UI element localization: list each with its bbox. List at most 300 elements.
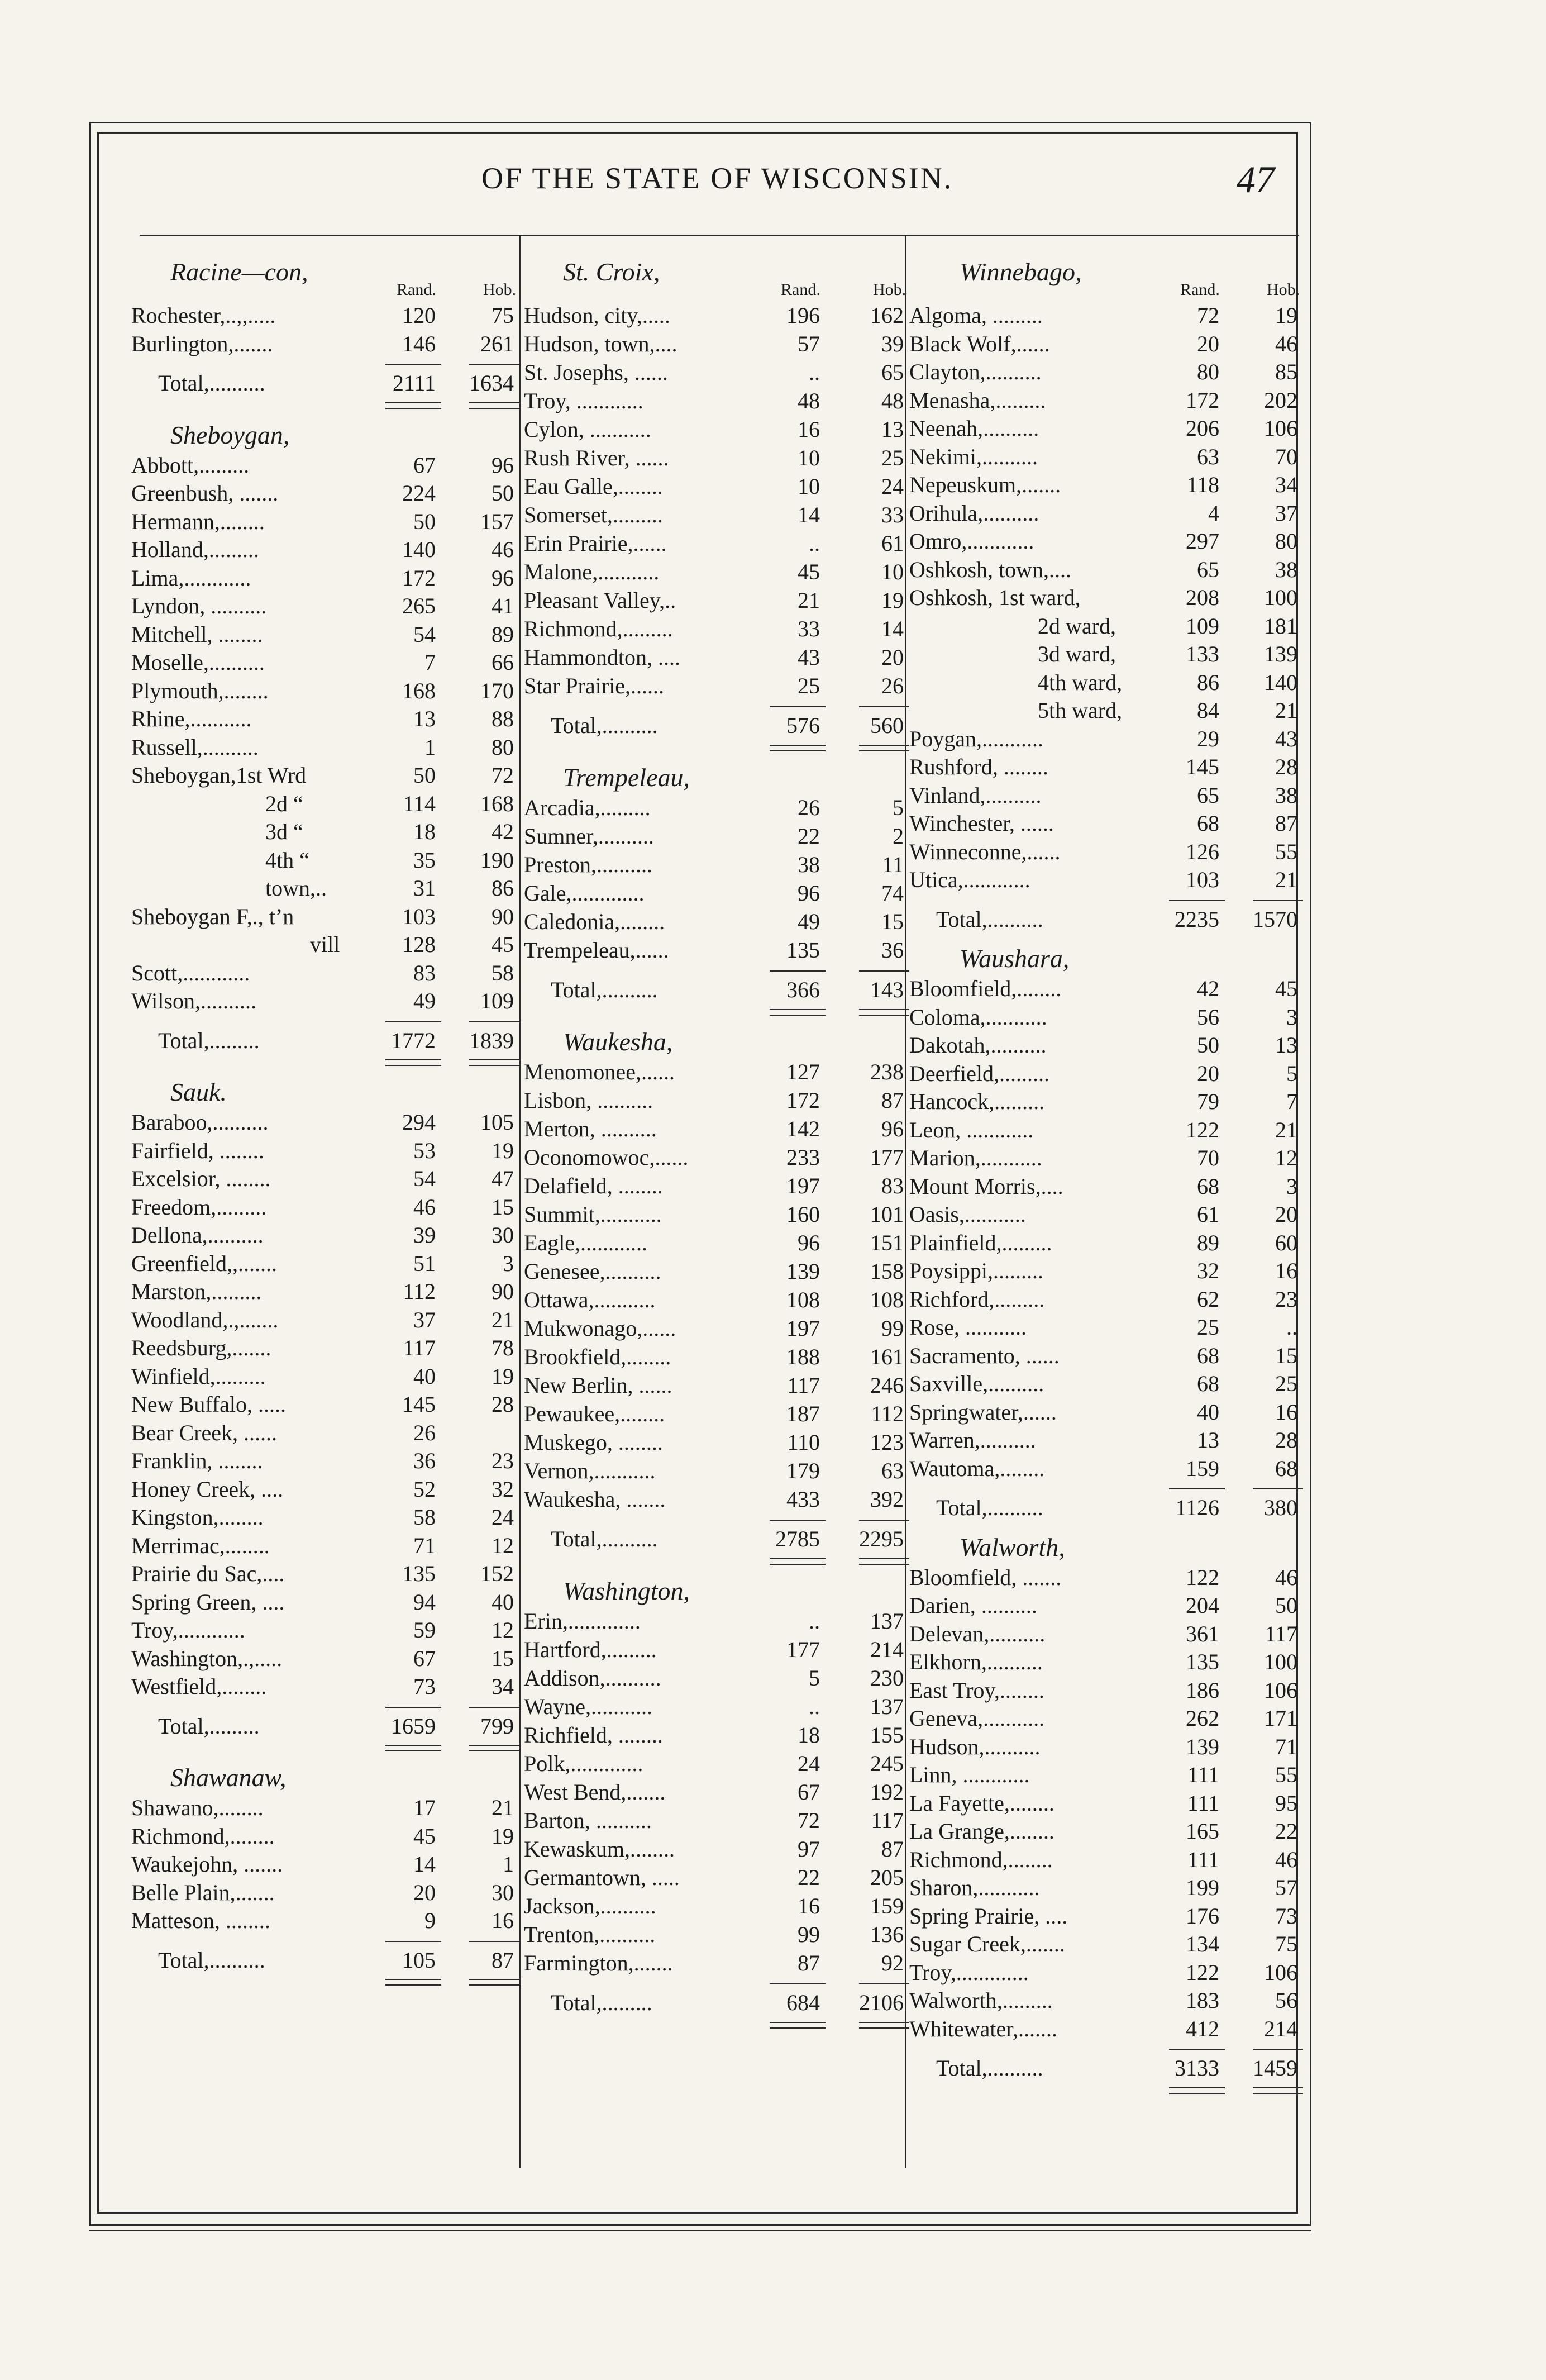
table-row (131, 592, 517, 620)
table-row (524, 1892, 904, 1920)
hob-value: 7 (1286, 1089, 1297, 1114)
rand-value: 135 (1186, 1649, 1219, 1674)
hob-value: 12 (492, 1532, 514, 1558)
row-label: Wayne,........... (524, 1694, 653, 1719)
rand-value: 294 (402, 1110, 436, 1135)
sum-rule (1169, 2049, 1225, 2050)
section-heading: Washington, (563, 1577, 690, 1605)
row-label: Omro,............ (909, 529, 1034, 554)
hob-value: 47 (492, 1166, 514, 1191)
rand-value: 197 (786, 1316, 820, 1341)
table-row (524, 501, 904, 529)
hob-value: 10 (881, 559, 904, 584)
table-row (524, 1172, 904, 1200)
row-label: Orihula,.......... (909, 500, 1039, 526)
hob-value: 92 (881, 1950, 904, 1976)
total-label: Total,......... (158, 1027, 260, 1053)
sum-rule (1253, 900, 1303, 901)
hob-value: 16 (1275, 1258, 1297, 1283)
table-row (524, 387, 904, 415)
rand-value: 576 (786, 713, 820, 738)
row-label: Springwater,...... (909, 1399, 1057, 1425)
rand-value: 26 (798, 795, 820, 820)
row-label: Abbott,......... (131, 452, 250, 478)
rand-value: 26 (413, 1420, 436, 1445)
row-label: Richmond,......... (524, 616, 673, 641)
hob-value: 73 (1275, 1903, 1297, 1929)
row-label: Rochester,..,,..... (131, 303, 276, 328)
table-row (131, 1278, 517, 1306)
page-number: 47 (1237, 158, 1275, 201)
rand-value: 56 (1197, 1004, 1219, 1030)
table-row (131, 479, 517, 507)
hob-value: 75 (1275, 1931, 1297, 1957)
rand-value: 262 (1186, 1706, 1219, 1731)
row-label: Rose, ........... (909, 1315, 1027, 1340)
table-row (131, 1363, 517, 1391)
rand-value: 84 (1197, 698, 1219, 723)
table-row (131, 1822, 517, 1850)
table-row (524, 444, 904, 472)
rand-value: 199 (1186, 1875, 1219, 1900)
row-label: Sharon,........... (909, 1875, 1040, 1900)
total-label: Total,.......... (158, 1947, 265, 1973)
table-row (524, 473, 904, 501)
rand-value: 31 (413, 875, 436, 901)
row-label: Pewaukee,........ (524, 1401, 665, 1426)
hob-value: 162 (870, 303, 904, 328)
row-label: Nekimi,.......... (909, 444, 1038, 469)
hob-value: 12 (492, 1617, 514, 1643)
rand-value: 120 (402, 303, 436, 328)
row-label: Polk,............. (524, 1751, 643, 1776)
hob-value: 11 (882, 852, 904, 877)
table-row (524, 1835, 904, 1863)
hob-value: 106 (1264, 416, 1297, 441)
row-label: Menasha,......... (909, 387, 1046, 413)
rand-value: 433 (786, 1487, 820, 1512)
hob-value: 106 (1264, 1959, 1297, 1985)
column-header-rand: Rand. (781, 280, 820, 299)
table-row (131, 330, 517, 358)
table-row (131, 1447, 517, 1475)
rand-value: 96 (798, 880, 820, 906)
rand-value: 33 (798, 616, 820, 641)
row-label: Muskego, ........ (524, 1430, 663, 1455)
hob-value: 30 (492, 1222, 514, 1248)
rand-value: 117 (787, 1373, 820, 1398)
total-row (909, 906, 1300, 934)
table-row (131, 1165, 517, 1193)
row-label: Merton, .......... (524, 1116, 657, 1141)
row-label: Plymouth,........ (131, 678, 269, 703)
section-heading: Shawanaw, (170, 1763, 287, 1792)
table-row (909, 1761, 1300, 1789)
rand-value: 139 (786, 1259, 820, 1284)
rand-value: 172 (402, 565, 436, 591)
hob-value: 12 (1275, 1145, 1297, 1170)
row-label: Sugar Creek,....... (909, 1931, 1065, 1957)
rand-value: 133 (1186, 641, 1219, 667)
rand-value: 67 (413, 1645, 436, 1671)
table-row (131, 1419, 517, 1447)
rand-value: 7 (424, 650, 436, 675)
hob-value: 161 (870, 1344, 904, 1369)
table-row (524, 1229, 904, 1257)
rand-value: 50 (413, 763, 436, 788)
row-label: Caledonia,........ (524, 909, 665, 934)
row-label: Franklin, ........ (131, 1448, 263, 1473)
section-heading: Trempeleau, (563, 763, 690, 792)
sum-rule (1169, 900, 1225, 901)
hob-value: 23 (492, 1448, 514, 1473)
hob-value: 75 (492, 303, 514, 328)
row-label: Dellona,.......... (131, 1222, 264, 1248)
table-row (131, 1588, 517, 1616)
row-label: Richfield, ........ (524, 1722, 663, 1748)
hob-value: 238 (870, 1059, 904, 1084)
row-label: Lisbon, .......... (524, 1088, 653, 1113)
table-row (909, 1088, 1300, 1116)
table-row (131, 1108, 517, 1136)
row-label: Winneconne,...... (909, 839, 1061, 864)
total-label: Total,.......... (936, 2055, 1043, 2081)
table-row (131, 1221, 517, 1249)
row-label: Marion,........... (909, 1145, 1042, 1170)
row-label: Kingston,........ (131, 1505, 264, 1530)
rand-value: 186 (1186, 1677, 1219, 1703)
sum-rule (770, 706, 826, 707)
total-row (524, 1525, 904, 1553)
rand-value: 61 (1197, 1202, 1219, 1227)
hob-value: 20 (881, 645, 904, 670)
row-label: Preston,.......... (524, 852, 652, 877)
table-row (909, 1455, 1300, 1483)
hob-value: 30 (492, 1879, 514, 1905)
table-row (131, 818, 517, 846)
table-row (131, 959, 517, 987)
rand-value: 72 (798, 1808, 820, 1833)
rand-value: 122 (1186, 1564, 1219, 1590)
hob-value: 19 (1275, 303, 1297, 328)
total-label: Total,.......... (551, 1526, 658, 1551)
hob-value: 96 (492, 452, 514, 478)
rand-value: 3133 (1175, 2055, 1219, 2081)
row-label: Arcadia,......... (524, 795, 651, 820)
table-row (524, 330, 904, 358)
row-label: Marston,......... (131, 1279, 262, 1304)
row-label: Nepeuskum,....... (909, 472, 1061, 497)
double-rule (770, 745, 826, 751)
total-row (909, 2054, 1300, 2082)
row-label: Oconomowoc,...... (524, 1145, 689, 1170)
table-row (909, 1060, 1300, 1088)
rand-value: 135 (402, 1561, 436, 1586)
rand-value: 140 (402, 537, 436, 562)
rand-value: 54 (413, 621, 436, 647)
hob-value: 15 (492, 1194, 514, 1220)
row-label: La Fayette,........ (909, 1790, 1054, 1816)
hob-value: 60 (1275, 1230, 1297, 1255)
rand-value: 89 (1197, 1230, 1219, 1255)
table-row (131, 621, 517, 649)
rand-value: 32 (1197, 1258, 1219, 1283)
sum-rule (469, 1707, 519, 1708)
hob-value: 99 (881, 1316, 904, 1341)
hob-value: 46 (1275, 1564, 1297, 1590)
rand-value: 67 (413, 452, 436, 478)
rand-value: 45 (413, 1823, 436, 1849)
row-label: Hudson, town,.... (524, 331, 677, 356)
hob-value: 3 (1286, 1173, 1297, 1199)
hob-value: 151 (870, 1230, 904, 1255)
row-label: Richford,......... (909, 1286, 1045, 1312)
hob-value: 46 (1275, 331, 1297, 356)
rand-value: 5 (809, 1665, 820, 1691)
hob-value: 38 (1275, 556, 1297, 582)
total-row (131, 1712, 517, 1740)
table-row (909, 1846, 1300, 1874)
rand-value: 1 (424, 734, 436, 760)
rand-value: 108 (786, 1287, 820, 1312)
rand-value: 35 (413, 847, 436, 873)
total-row (131, 1946, 517, 1974)
row-label: Mitchell, ........ (131, 621, 263, 647)
row-label: Farmington,....... (524, 1950, 673, 1976)
hob-value: 117 (871, 1808, 904, 1833)
double-rule (770, 2022, 826, 2029)
hob-value: 112 (871, 1401, 904, 1426)
row-label: Richmond,........ (131, 1823, 275, 1849)
table-row (909, 640, 1300, 668)
hob-value: 58 (492, 960, 514, 986)
rand-value: 68 (1197, 1371, 1219, 1396)
row-label: Geneva,........... (909, 1706, 1045, 1731)
rand-value: 68 (1197, 1343, 1219, 1368)
table-row (524, 359, 904, 387)
hob-value: 36 (881, 937, 904, 963)
row-label: Belle Plain,....... (131, 1879, 275, 1905)
table-row (131, 1137, 517, 1165)
table-row (909, 1229, 1300, 1257)
hob-value: 392 (870, 1487, 904, 1512)
row-label: Delafield, ........ (524, 1173, 663, 1198)
rand-value: 38 (798, 852, 820, 877)
rand-value: 224 (402, 480, 436, 506)
double-rule (469, 402, 519, 409)
table-row (131, 677, 517, 705)
rand-value: 135 (786, 937, 820, 963)
row-label: Freedom,......... (131, 1194, 267, 1220)
hob-value: 1570 (1253, 906, 1297, 932)
table-row (909, 1144, 1300, 1172)
row-label: Coloma,........... (909, 1004, 1047, 1030)
hob-value: 155 (870, 1722, 904, 1748)
rand-value: 188 (786, 1344, 820, 1369)
row-label: Star Prairie,...... (524, 673, 665, 698)
sum-rule (859, 1520, 909, 1521)
table-row (131, 564, 517, 592)
row-label: Menomonee,...... (524, 1059, 675, 1084)
hob-value: 19 (492, 1137, 514, 1163)
rand-value: .. (809, 531, 820, 556)
hob-value: 108 (870, 1287, 904, 1312)
table-row (131, 790, 517, 818)
rand-value: 25 (798, 673, 820, 698)
rand-value: 14 (413, 1851, 436, 1877)
rand-value: 172 (786, 1088, 820, 1113)
rand-value: 97 (798, 1836, 820, 1862)
row-label: Honey Creek, .... (131, 1476, 284, 1502)
rand-value: 45 (798, 559, 820, 584)
hob-value: 14 (881, 616, 904, 641)
rand-value: 122 (1186, 1959, 1219, 1985)
row-label: Sumner,.......... (524, 824, 654, 849)
hob-value: 230 (870, 1665, 904, 1691)
hob-value: 21 (1275, 867, 1297, 892)
rand-value: 160 (786, 1202, 820, 1227)
sum-rule (1253, 2049, 1303, 2050)
total-label: Total,.......... (551, 977, 658, 1002)
row-label: Leon, ............ (909, 1117, 1034, 1143)
table-row (131, 1475, 517, 1503)
hob-value: 40 (492, 1589, 514, 1615)
rand-value: 68 (1197, 811, 1219, 836)
row-label: 4th ward, (1038, 669, 1123, 695)
table-row (909, 669, 1300, 697)
rand-value: 109 (1186, 613, 1219, 639)
hob-value: 380 (1264, 1495, 1297, 1520)
table-row (524, 1721, 904, 1749)
row-label: Westfield,........ (131, 1674, 267, 1699)
row-label: Lyndon, .......... (131, 593, 267, 618)
table-row (524, 1750, 904, 1778)
rand-value: 297 (1186, 529, 1219, 554)
rand-value: 187 (786, 1401, 820, 1426)
rand-value: 233 (786, 1145, 820, 1170)
row-label: Warren,.......... (909, 1427, 1036, 1453)
hob-value: 168 (480, 791, 514, 816)
row-label: Troy,............. (909, 1959, 1029, 1985)
table-row (524, 1343, 904, 1371)
table-row (131, 987, 517, 1015)
row-label: Black Wolf,...... (909, 331, 1050, 356)
rand-value: 25 (1197, 1315, 1219, 1340)
table-row (131, 1306, 517, 1334)
table-row (909, 1789, 1300, 1817)
table-row (524, 1693, 904, 1721)
rand-value: 48 (798, 388, 820, 413)
row-label: 4th “ (265, 847, 309, 873)
hob-value: 21 (1275, 698, 1297, 723)
rand-value: 59 (413, 1617, 436, 1643)
table-row (524, 851, 904, 879)
hob-value: 21 (492, 1795, 514, 1820)
table-row (909, 810, 1300, 837)
section-heading: Walworth, (960, 1532, 1065, 1562)
hob-value: 96 (492, 565, 514, 591)
rand-value: 145 (402, 1392, 436, 1417)
table-row (909, 1173, 1300, 1201)
row-label: Vinland,.......... (909, 782, 1042, 808)
double-rule (859, 1009, 909, 1016)
section-heading: Waukesha, (563, 1027, 673, 1056)
table-row (909, 838, 1300, 866)
rand-value: 146 (402, 331, 436, 356)
rand-value: 50 (413, 508, 436, 534)
row-label: Malone,........... (524, 559, 660, 584)
rand-value: 139 (1186, 1734, 1219, 1759)
row-label: Saxville,.......... (909, 1371, 1044, 1396)
row-label: Waukejohn, ....... (131, 1851, 283, 1877)
row-label: Walworth,......... (909, 1988, 1053, 2013)
rand-value: 684 (786, 1990, 820, 2015)
table-row (131, 649, 517, 677)
section-heading: Sauk. (170, 1078, 227, 1106)
row-label: Troy, ............ (524, 388, 643, 413)
rand-value: 57 (798, 331, 820, 356)
row-label: Russell,.......... (131, 734, 259, 760)
table-row (524, 908, 904, 936)
double-rule (385, 402, 441, 409)
table-row (909, 1620, 1300, 1648)
row-label: Summit,........... (524, 1202, 662, 1227)
row-label: Eagle,............ (524, 1230, 648, 1255)
rand-value: 265 (402, 593, 436, 618)
row-label: Dakotah,.......... (909, 1032, 1047, 1058)
rand-value: 165 (1186, 1819, 1219, 1844)
hob-value: 106 (1264, 1677, 1297, 1703)
hob-value: 25 (881, 445, 904, 470)
row-label: Hammondton, .... (524, 645, 680, 670)
row-label: Linn, ............ (909, 1762, 1030, 1787)
rand-value: 1772 (391, 1027, 436, 1053)
sum-rule (469, 1941, 519, 1942)
hob-value: 2106 (859, 1990, 904, 2015)
table-row (909, 471, 1300, 499)
hob-value: 245 (870, 1751, 904, 1776)
table-row (524, 794, 904, 822)
table-row (909, 1116, 1300, 1144)
table-row (131, 903, 517, 931)
hob-value: 19 (881, 588, 904, 613)
column-header-hob: Hob. (873, 280, 906, 299)
table-row (909, 866, 1300, 894)
sum-rule (859, 706, 909, 707)
hob-value: 61 (881, 531, 904, 556)
rand-value: 196 (786, 303, 820, 328)
row-label: Trempeleau,...... (524, 937, 669, 963)
table-row (909, 443, 1300, 471)
rand-value: 10 (798, 445, 820, 470)
rand-value: 176 (1186, 1903, 1219, 1929)
double-rule (1253, 2087, 1303, 2094)
hob-value: 90 (492, 1279, 514, 1304)
total-label: Total,.......... (936, 1495, 1043, 1520)
rand-value: 179 (786, 1458, 820, 1483)
hob-value: 2295 (859, 1526, 904, 1551)
rand-value: 111 (1187, 1762, 1219, 1787)
row-label: Addison,.......... (524, 1665, 661, 1691)
row-label: Oshkosh, 1st ward, (909, 585, 1081, 610)
hob-value: 70 (1275, 444, 1297, 469)
row-label: Rushford, ........ (909, 754, 1048, 779)
table-row (524, 644, 904, 672)
row-label: Bloomfield, ....... (909, 1564, 1062, 1590)
hob-value: 87 (881, 1836, 904, 1862)
hob-value: 3 (503, 1250, 514, 1276)
hob-value: 83 (881, 1173, 904, 1198)
